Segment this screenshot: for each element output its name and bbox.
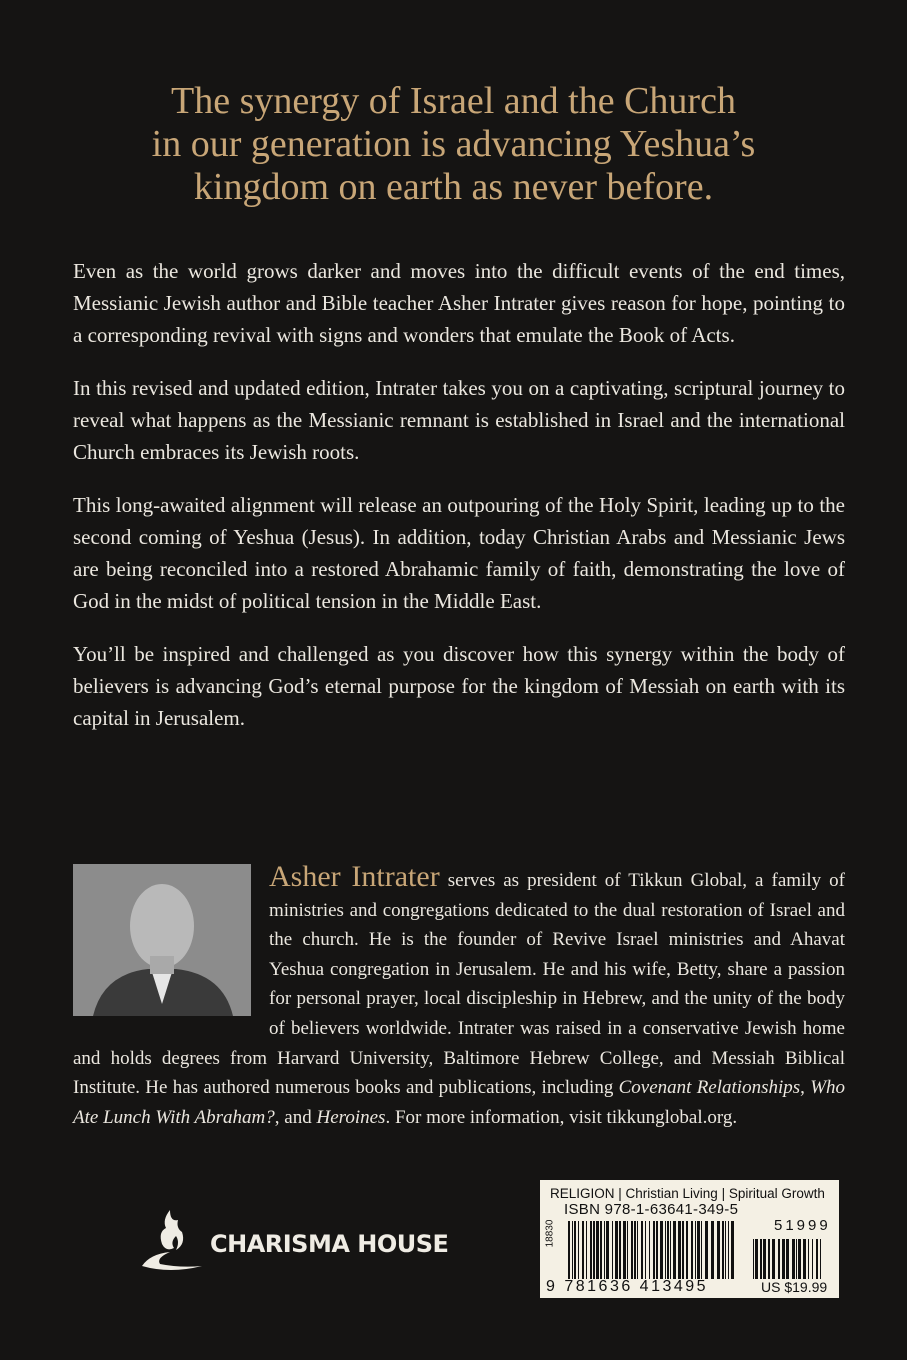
- bar: [691, 1221, 693, 1279]
- bar: [590, 1221, 592, 1279]
- price-code: 51999: [774, 1217, 831, 1234]
- bar: [760, 1239, 762, 1279]
- bar: [717, 1221, 720, 1279]
- bar: [705, 1221, 708, 1279]
- bio-text: , and: [274, 1106, 317, 1128]
- bar: [798, 1239, 801, 1279]
- paragraph: Even as the world grows darker and moves into the difficult events of the end times, Messianic Jewish author and Bible teacher Asher Intrater gives reason for hope, pointing to a corresponding revival with signs and wonders that emulate the Book of Acts.: [73, 259, 845, 347]
- bar: [660, 1221, 663, 1279]
- bar: [695, 1221, 696, 1279]
- bar: [653, 1221, 655, 1279]
- publisher-name: CHARISMA HOUSE: [210, 1230, 449, 1258]
- bar: [731, 1221, 734, 1279]
- bio-text: serves as president of Tikkun Global, a family of ministries and congregations dedicated to the dual restoration of Israel and the church. He is the founder of Revive Israel ministries and Ahavat Yeshua congregation in Jerusalem. He and his wife, Betty, share a passion for personal prayer, local discipleship in Hebrew, and the unity of the body of believers worldwide. Intrater was raised in a conservative Jewish home and holds degrees from Harvard University, Baltimore Hebrew College, and Messiah Biblical Institute. He has authored numerous books and publications, including: [73, 870, 845, 1099]
- bar: [667, 1221, 669, 1279]
- headline: [40, 80, 867, 209]
- author-name: Asher Intrater: [269, 860, 440, 893]
- bar: [612, 1221, 613, 1279]
- book-title: Covenant Relationships: [618, 1077, 801, 1099]
- barcode-bars: [568, 1221, 736, 1279]
- bar: [808, 1239, 809, 1279]
- bar: [725, 1221, 726, 1279]
- bar: [782, 1239, 785, 1279]
- author-photo: [73, 864, 251, 1016]
- bar: [631, 1221, 633, 1279]
- bar: [615, 1221, 618, 1279]
- bar: [682, 1221, 684, 1279]
- bar: [678, 1221, 681, 1279]
- bar: [701, 1221, 702, 1279]
- bar: [722, 1221, 724, 1279]
- bar: [634, 1221, 636, 1279]
- bar: [627, 1221, 628, 1279]
- bar: [728, 1221, 729, 1279]
- bar: [619, 1221, 621, 1279]
- bar: [753, 1239, 754, 1279]
- bar: [582, 1221, 584, 1279]
- paragraph: You’ll be inspired and challenged as you discover how this synergy within the body of believers is advancing God’s eternal purpose for the kingdom of Messiah on earth with its capital in Jerusalem.: [73, 642, 845, 730]
- bar: [670, 1221, 671, 1279]
- bar: [697, 1221, 700, 1279]
- bar: [568, 1221, 570, 1279]
- bar: [816, 1239, 818, 1279]
- bar: [574, 1221, 576, 1279]
- bar: [796, 1239, 797, 1279]
- bar: [586, 1221, 587, 1279]
- bar: [600, 1221, 602, 1279]
- bar: [593, 1221, 595, 1279]
- bar: [755, 1239, 758, 1279]
- bar: [637, 1221, 638, 1279]
- bar: [665, 1221, 666, 1279]
- book-title: Who Ate Lunch With Abraham?: [73, 1077, 846, 1128]
- bar: [711, 1221, 714, 1279]
- description: [73, 255, 845, 755]
- publisher-logo: [140, 1208, 448, 1270]
- bar: [596, 1221, 599, 1279]
- bar: [649, 1221, 650, 1279]
- paragraph: In this revised and updated edition, Intrater takes you on a captivating, scriptural journey to reveal what happens as the Messianic remnant is established in Israel and the international Church embraces its Jewish roots.: [73, 376, 845, 464]
- bio-text: . For more information, visit tikkunglobal.org.: [385, 1106, 738, 1128]
- author-bio: [73, 862, 845, 1132]
- headline-line: in our generation is advancing Yeshua’s: [151, 123, 756, 165]
- barcode-label: [540, 1180, 839, 1298]
- headline-line: kingdom on earth as never before.: [193, 166, 714, 208]
- bar: [772, 1239, 775, 1279]
- bar: [763, 1239, 766, 1279]
- bisac-category: RELIGION | Christian Living | Spiritual Growth: [550, 1186, 825, 1201]
- isbn: ISBN 978-1-63641-349-5: [564, 1201, 739, 1218]
- headline-line: The synergy of Israel and the Church: [171, 80, 736, 122]
- bar: [768, 1239, 770, 1279]
- bar: [673, 1221, 676, 1279]
- bar: [778, 1239, 780, 1279]
- bar: [645, 1221, 646, 1279]
- barcode-digits: 9 781636 413495: [546, 1278, 709, 1295]
- bar: [623, 1221, 626, 1279]
- bar: [606, 1221, 609, 1279]
- flame-icon: [140, 1208, 202, 1270]
- bar: [572, 1221, 573, 1279]
- price: US $19.99: [761, 1279, 828, 1295]
- bar: [792, 1239, 795, 1279]
- bar: [803, 1239, 806, 1279]
- bar: [786, 1239, 789, 1279]
- bar: [820, 1239, 821, 1279]
- price-barcode-bars: [753, 1239, 833, 1279]
- side-code: 18830: [544, 1219, 556, 1248]
- bar: [686, 1221, 688, 1279]
- paragraph: This long-awaited alignment will release an outpouring of the Holy Spirit, leading up to the second coming of Yeshua (Jesus). In addition, today Christian Arabs and Messianic Jews are being reconciled into a restored Abrahamic family of faith, demonstrating the love of God in the midst of political tension in the Middle East.: [73, 493, 845, 613]
- bar: [812, 1239, 813, 1279]
- bar: [641, 1221, 643, 1279]
- bar: [604, 1221, 605, 1279]
- bar: [656, 1221, 658, 1279]
- bar: [578, 1221, 579, 1279]
- book-title: Heroines: [316, 1106, 386, 1128]
- bio-text: ,: [800, 1077, 811, 1099]
